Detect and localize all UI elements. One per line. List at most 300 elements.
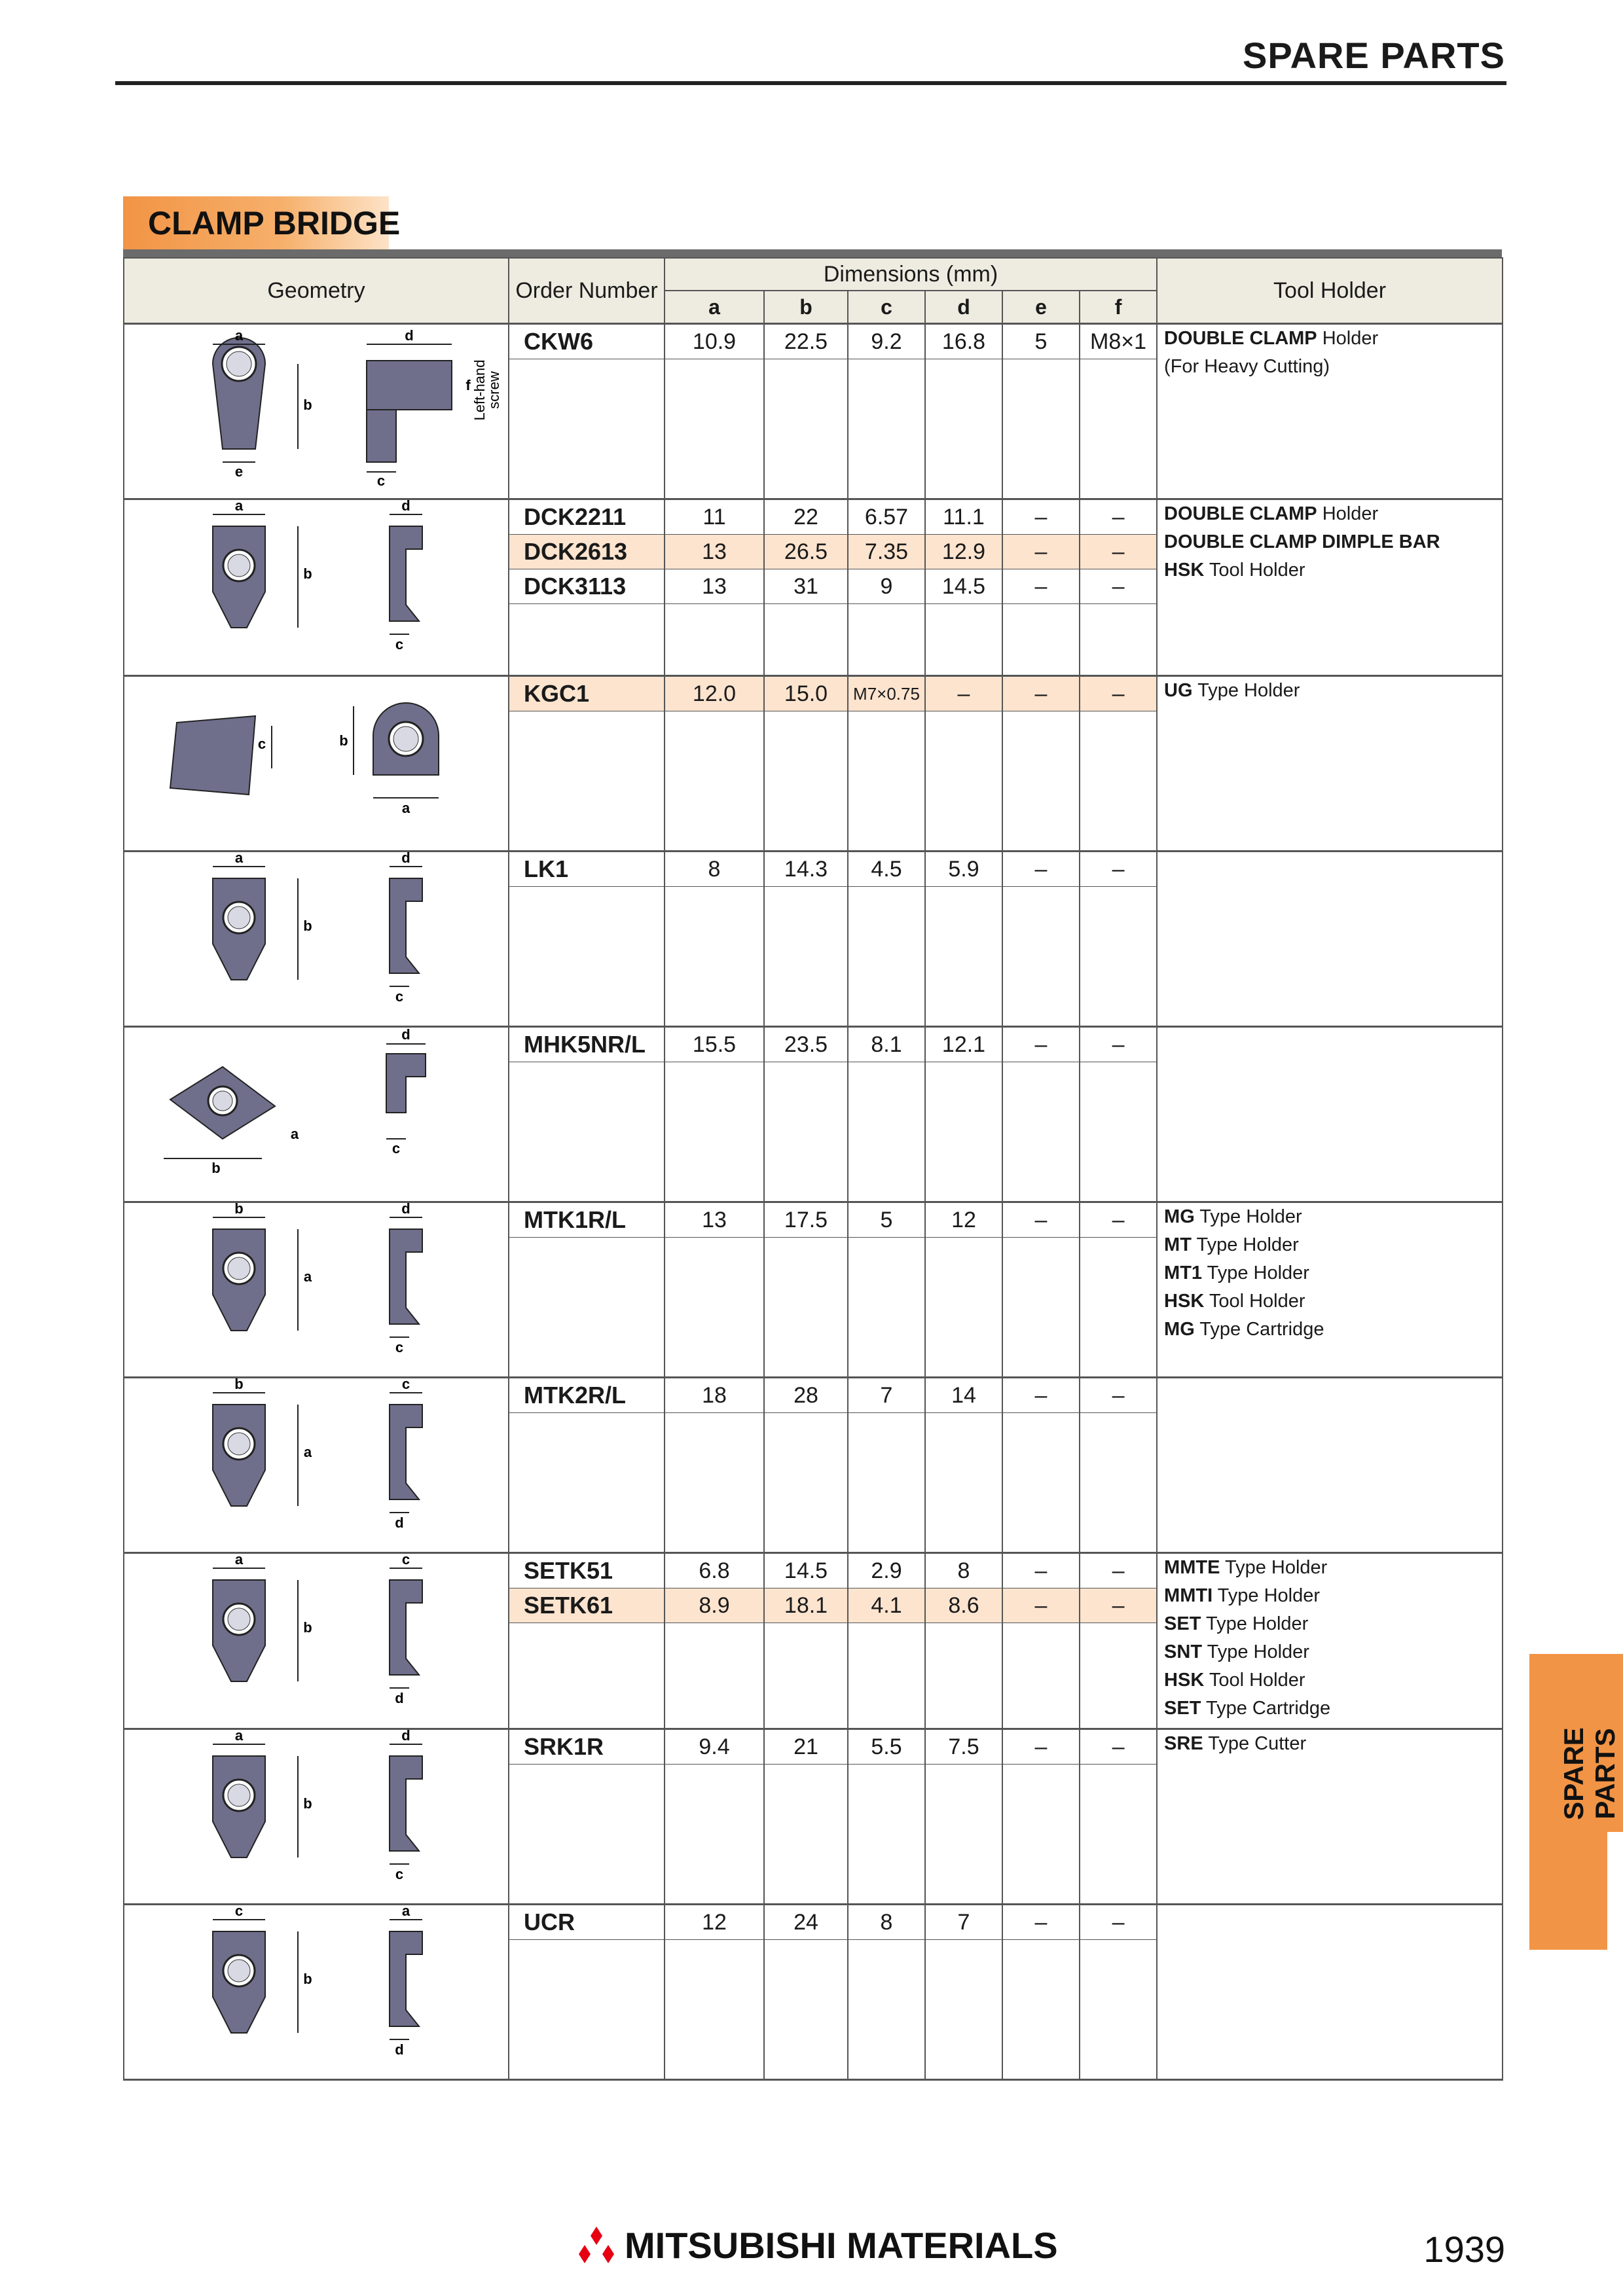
tool-holder-item: [1158, 1582, 1502, 1610]
dimension-f: –: [1080, 535, 1157, 569]
table-row: [124, 1027, 1503, 1062]
empty-cell: [1002, 1062, 1080, 1202]
empty-cell: [764, 1765, 848, 1905]
geometry-drawing: [124, 325, 507, 495]
empty-cell: [1080, 1765, 1157, 1905]
empty-cell: [848, 1940, 925, 2080]
dimension-b: 28: [764, 1378, 848, 1413]
dimension-f: –: [1080, 1588, 1157, 1623]
tool-holder-item: [1158, 1316, 1502, 1344]
empty-cell: [509, 1940, 665, 2080]
tool-holder-item: [1158, 1610, 1502, 1638]
dimension-b: 22: [764, 499, 848, 535]
dimension-c: 8: [848, 1905, 925, 1940]
tool-holder-text: Type Cartridge: [1201, 1698, 1331, 1719]
dimension-e: –: [1002, 676, 1080, 711]
tool-holder-type: DOUBLE CLAMP DIMPLE BAR: [1164, 531, 1440, 552]
tool-holder-type: HSK: [1164, 560, 1205, 581]
geometry-drawing: [124, 1203, 507, 1373]
geometry-cell: [124, 1905, 509, 2080]
tool-holder-item: [1158, 325, 1502, 353]
dimension-label: d: [401, 1203, 410, 1217]
dimension-label: d: [401, 1028, 410, 1043]
table-row: [124, 1378, 1503, 1413]
dimension-b: 17.5: [764, 1202, 848, 1238]
empty-cell: [665, 1940, 764, 2080]
dimension-d: 7.5: [925, 1729, 1002, 1765]
dimension-a: 13: [665, 535, 764, 569]
empty-cell: [848, 1765, 925, 1905]
dimension-b: 26.5: [764, 535, 848, 569]
order-number: MHK5NR/L: [509, 1027, 665, 1062]
tool-holder-item: [1158, 1231, 1502, 1259]
tool-holder-text: Type Cartridge: [1194, 1319, 1324, 1340]
section-title: CLAMP BRIDGE: [148, 205, 401, 242]
tool-holder-text: Holder: [1317, 328, 1379, 349]
dimension-label: c: [395, 636, 404, 653]
empty-cell: [764, 1940, 848, 2080]
dimension-label: a: [290, 1126, 299, 1142]
dimension-label: b: [211, 1160, 221, 1176]
dimension-a: 18: [665, 1378, 764, 1413]
dimension-f: –: [1080, 1905, 1157, 1940]
dimension-f: –: [1080, 1553, 1157, 1588]
section-rule: [123, 249, 1502, 257]
empty-cell: [848, 359, 925, 499]
geometry-drawing: [124, 1905, 507, 2075]
geometry-drawing: [124, 1378, 507, 1549]
dimension-label: c: [395, 1866, 404, 1882]
empty-cell: [925, 1940, 1002, 2080]
tool-holder-type: MMTI: [1164, 1585, 1213, 1606]
dimension-a: 6.8: [665, 1553, 764, 1588]
empty-cell: [764, 1238, 848, 1378]
tool-holder-item: [1158, 528, 1502, 556]
dimension-label: b: [303, 1971, 312, 1987]
side-tab-label: SPARE PARTS: [1558, 1727, 1620, 1820]
empty-cell: [665, 604, 764, 676]
empty-cell: [1002, 1623, 1080, 1729]
table-row: [124, 1553, 1503, 1588]
col-header-dimensions: Dimensions (mm): [665, 258, 1157, 291]
tool-holder-item: [1158, 556, 1502, 584]
dimension-a: 13: [665, 569, 764, 604]
empty-cell: [509, 1765, 665, 1905]
empty-cell: [1080, 1238, 1157, 1378]
left-hand-screw-label: Left-hand: [471, 359, 488, 421]
dimension-a: 13: [665, 1202, 764, 1238]
dimension-d: 14.5: [925, 569, 1002, 604]
tool-holder-text: Type Holder: [1202, 1263, 1309, 1283]
tool-holder-type: SNT: [1164, 1641, 1203, 1662]
order-number: DCK2211: [509, 499, 665, 535]
empty-cell: [1002, 359, 1080, 499]
dimension-label: c: [401, 1378, 410, 1392]
dimension-label: e: [234, 463, 244, 480]
dimension-label: a: [234, 852, 244, 866]
empty-cell: [848, 887, 925, 1027]
dimension-b: 14.3: [764, 852, 848, 887]
mitsubishi-diamonds-icon: [576, 2227, 617, 2263]
dimension-label: b: [303, 397, 312, 413]
tool-holder-type: SET: [1164, 1698, 1201, 1719]
dimension-label: a: [303, 1444, 312, 1460]
col-header-b: b: [764, 291, 848, 324]
dimension-d: 11.1: [925, 499, 1002, 535]
empty-cell: [509, 604, 665, 676]
order-number: LK1: [509, 852, 665, 887]
table-row: [124, 1729, 1503, 1765]
empty-cell: [665, 1062, 764, 1202]
geometry-cell: [124, 499, 509, 676]
geometry-drawing: [124, 1730, 507, 1900]
dimension-c: 4.1: [848, 1588, 925, 1623]
dimension-b: 15.0: [764, 676, 848, 711]
empty-cell: [1080, 1062, 1157, 1202]
dimension-a: 8.9: [665, 1588, 764, 1623]
geometry-cell: [124, 1553, 509, 1729]
empty-cell: [1002, 887, 1080, 1027]
clamp-bridge-table: [123, 257, 1503, 2081]
dimension-label: b: [234, 1203, 244, 1217]
empty-cell: [665, 359, 764, 499]
tool-holder-text: Type Holder: [1201, 1613, 1309, 1634]
empty-cell: [509, 887, 665, 1027]
header-rule: [115, 81, 1506, 85]
empty-cell: [848, 1413, 925, 1553]
page-header-title: SPARE PARTS: [1243, 35, 1505, 76]
dimension-label: c: [395, 988, 404, 1005]
dimension-label: d: [401, 1730, 410, 1744]
dimension-e: –: [1002, 1553, 1080, 1588]
dimension-d: 12.9: [925, 535, 1002, 569]
dimension-b: 18.1: [764, 1588, 848, 1623]
dimension-label: b: [303, 1795, 312, 1812]
tool-holder-type: MMTE: [1164, 1557, 1220, 1578]
footer-logo: [576, 2225, 1058, 2265]
empty-cell: [925, 711, 1002, 852]
dimension-c: M7×0.75: [848, 676, 925, 711]
empty-cell: [764, 1623, 848, 1729]
page-number: 1939: [1423, 2229, 1505, 2270]
tool-holder-text: Tool Holder: [1204, 560, 1305, 581]
empty-cell: [848, 604, 925, 676]
dimension-f: –: [1080, 499, 1157, 535]
tool-holder-type: SET: [1164, 1613, 1201, 1634]
dimension-label: b: [303, 1619, 312, 1636]
tool-holder-text: Tool Holder: [1204, 1670, 1305, 1691]
table-row: [124, 499, 1503, 535]
col-header-a: a: [665, 291, 764, 324]
tool-holder-type: MT1: [1164, 1263, 1203, 1283]
empty-cell: [1002, 1238, 1080, 1378]
dimension-e: –: [1002, 499, 1080, 535]
order-number: MTK1R/L: [509, 1202, 665, 1238]
dimension-label: c: [392, 1140, 401, 1157]
dimension-d: –: [925, 676, 1002, 711]
tool-holder-text: Type Cutter: [1203, 1733, 1307, 1754]
tool-holder-text: Type Holder: [1191, 1234, 1299, 1255]
empty-cell: [509, 1623, 665, 1729]
dimension-f: M8×1: [1080, 324, 1157, 359]
dimension-a: 12: [665, 1905, 764, 1940]
tool-holder-text: Type Holder: [1220, 1557, 1328, 1578]
empty-cell: [764, 604, 848, 676]
dimension-a: 11: [665, 499, 764, 535]
tool-holder-cell: [1157, 324, 1503, 499]
dimension-f: –: [1080, 1202, 1157, 1238]
table-row: [124, 1905, 1503, 1940]
tool-holder-cell: [1157, 1202, 1503, 1378]
empty-cell: [925, 1238, 1002, 1378]
col-header-c: c: [848, 291, 925, 324]
dimension-a: 12.0: [665, 676, 764, 711]
order-number: MTK2R/L: [509, 1378, 665, 1413]
dimension-a: 8: [665, 852, 764, 887]
empty-cell: [665, 711, 764, 852]
geometry-cell: [124, 852, 509, 1027]
empty-cell: [509, 1062, 665, 1202]
col-header-f: f: [1080, 291, 1157, 324]
dimension-d: 8: [925, 1553, 1002, 1588]
dimension-b: 22.5: [764, 324, 848, 359]
empty-cell: [509, 1238, 665, 1378]
tool-holder-type: MG: [1164, 1319, 1195, 1340]
tool-holder-cell: [1157, 852, 1503, 1027]
empty-cell: [665, 887, 764, 1027]
empty-cell: [1002, 711, 1080, 852]
empty-cell: [1002, 604, 1080, 676]
dimension-e: –: [1002, 1027, 1080, 1062]
dimension-label: c: [395, 1339, 404, 1355]
tool-holder-item: [1158, 1730, 1502, 1758]
tool-holder-cell: [1157, 1905, 1503, 2080]
dimension-label: d: [395, 1690, 404, 1706]
empty-cell: [925, 887, 1002, 1027]
dimension-label: a: [401, 800, 410, 816]
table-row: [124, 1202, 1503, 1238]
empty-cell: [925, 1765, 1002, 1905]
tool-holder-item: [1158, 1638, 1502, 1666]
dimension-d: 5.9: [925, 852, 1002, 887]
empty-cell: [1080, 359, 1157, 499]
side-tab-notch: [1607, 1832, 1623, 1950]
dimension-c: 5.5: [848, 1729, 925, 1765]
dimension-b: 24: [764, 1905, 848, 1940]
dimension-e: –: [1002, 1202, 1080, 1238]
dimension-label: b: [234, 1378, 244, 1392]
tool-holder-item: [1158, 1259, 1502, 1287]
empty-cell: [764, 887, 848, 1027]
table-row: [124, 324, 1503, 359]
dimension-b: 31: [764, 569, 848, 604]
dimension-c: 9.2: [848, 324, 925, 359]
tool-holder-cell: [1157, 499, 1503, 676]
order-number: SETK61: [509, 1588, 665, 1623]
order-number: SRK1R: [509, 1729, 665, 1765]
tool-holder-item: [1158, 1203, 1502, 1231]
dimension-e: –: [1002, 1588, 1080, 1623]
empty-cell: [848, 1623, 925, 1729]
empty-cell: [925, 1623, 1002, 1729]
dimension-label: a: [303, 1268, 312, 1285]
dimension-f: –: [1080, 569, 1157, 604]
dimension-c: 7: [848, 1378, 925, 1413]
empty-cell: [848, 1238, 925, 1378]
dimension-e: –: [1002, 1729, 1080, 1765]
tool-holder-item: [1158, 500, 1502, 528]
empty-cell: [764, 1413, 848, 1553]
empty-cell: [509, 711, 665, 852]
dimension-c: 5: [848, 1202, 925, 1238]
dimension-d: 16.8: [925, 324, 1002, 359]
dimension-e: 5: [1002, 324, 1080, 359]
dimension-label: d: [395, 1515, 404, 1531]
dimension-f: –: [1080, 676, 1157, 711]
tool-holder-cell: [1157, 1729, 1503, 1905]
dimension-d: 8.6: [925, 1588, 1002, 1623]
tool-holder-text: Type Holder: [1213, 1585, 1321, 1606]
empty-cell: [665, 1623, 764, 1729]
dimension-label: a: [401, 1905, 410, 1919]
tool-holder-cell: [1157, 1378, 1503, 1553]
tool-holder-type: DOUBLE CLAMP: [1164, 328, 1317, 349]
empty-cell: [925, 1413, 1002, 1553]
dimension-d: 7: [925, 1905, 1002, 1940]
dimension-label: c: [376, 473, 386, 489]
dimension-d: 12.1: [925, 1027, 1002, 1062]
empty-cell: [1002, 1940, 1080, 2080]
dimension-label: a: [234, 500, 244, 514]
tool-holder-text: (For Heavy Cutting): [1164, 356, 1330, 377]
empty-cell: [764, 1062, 848, 1202]
dimension-label: c: [234, 1905, 244, 1919]
col-header-geometry: Geometry: [124, 258, 509, 324]
empty-cell: [925, 359, 1002, 499]
dimension-label: b: [303, 565, 312, 582]
tool-holder-text: Type Holder: [1192, 680, 1300, 701]
dimension-f: –: [1080, 852, 1157, 887]
empty-cell: [1080, 711, 1157, 852]
empty-cell: [1002, 1765, 1080, 1905]
geometry-cell: [124, 1378, 509, 1553]
dimension-label: a: [234, 327, 244, 344]
empty-cell: [665, 1413, 764, 1553]
dimension-label: d: [395, 2041, 404, 2058]
tool-holder-type: SRE: [1164, 1733, 1203, 1754]
empty-cell: [665, 1765, 764, 1905]
tool-holder-text: Type Holder: [1202, 1641, 1309, 1662]
table-row: [124, 676, 1503, 711]
dimension-label: c: [257, 736, 266, 752]
dimension-label: f: [465, 377, 471, 393]
tool-holder-text: Type Holder: [1194, 1206, 1302, 1227]
tool-holder-text: Holder: [1317, 503, 1379, 524]
order-number: DCK3113: [509, 569, 665, 604]
dimension-a: 10.9: [665, 324, 764, 359]
dimension-f: –: [1080, 1027, 1157, 1062]
empty-cell: [1080, 887, 1157, 1027]
tool-holder-item: [1158, 353, 1502, 381]
dimension-c: 4.5: [848, 852, 925, 887]
table-row: [124, 852, 1503, 887]
geometry-cell: [124, 324, 509, 499]
dimension-c: 2.9: [848, 1553, 925, 1588]
empty-cell: [509, 359, 665, 499]
col-header-order-number: Order Number: [509, 258, 665, 324]
dimension-d: 14: [925, 1378, 1002, 1413]
tool-holder-type: MG: [1164, 1206, 1195, 1227]
dimension-b: 23.5: [764, 1027, 848, 1062]
tool-holder-cell: [1157, 1027, 1503, 1202]
dimension-e: –: [1002, 1378, 1080, 1413]
geometry-drawing: [124, 852, 507, 1022]
geometry-cell: [124, 1027, 509, 1202]
empty-cell: [925, 1062, 1002, 1202]
empty-cell: [848, 711, 925, 852]
empty-cell: [1080, 1623, 1157, 1729]
tool-holder-type: DOUBLE CLAMP: [1164, 503, 1317, 524]
dimension-e: –: [1002, 1905, 1080, 1940]
empty-cell: [1080, 1940, 1157, 2080]
dimension-d: 12: [925, 1202, 1002, 1238]
dimension-e: –: [1002, 852, 1080, 887]
geometry-drawing: [124, 500, 507, 670]
dimension-label: b: [303, 918, 312, 934]
dimension-f: –: [1080, 1729, 1157, 1765]
dimension-b: 21: [764, 1729, 848, 1765]
tool-holder-item: [1158, 1287, 1502, 1316]
empty-cell: [764, 359, 848, 499]
col-header-d: d: [925, 291, 1002, 324]
dimension-label: d: [401, 500, 410, 514]
dimension-e: –: [1002, 535, 1080, 569]
order-number: KGC1: [509, 676, 665, 711]
tool-holder-type: UG: [1164, 680, 1193, 701]
tool-holder-type: MT: [1164, 1234, 1192, 1255]
dimension-label: a: [234, 1554, 244, 1568]
dimension-label: d: [405, 327, 414, 344]
tool-holder-cell: [1157, 1553, 1503, 1729]
tool-holder-cell: [1157, 676, 1503, 852]
empty-cell: [1080, 1413, 1157, 1553]
order-number: SETK51: [509, 1553, 665, 1588]
dimension-label: b: [339, 732, 348, 749]
dimension-b: 14.5: [764, 1553, 848, 1588]
dimension-f: –: [1080, 1378, 1157, 1413]
geometry-cell: [124, 1202, 509, 1378]
geometry-drawing: [124, 1554, 507, 1724]
col-header-e: e: [1002, 291, 1080, 324]
geometry-cell: [124, 676, 509, 852]
order-number: DCK2613: [509, 535, 665, 569]
geometry-drawing: [124, 1028, 507, 1198]
tool-holder-text: Tool Holder: [1204, 1291, 1305, 1312]
col-header-tool-holder: Tool Holder: [1157, 258, 1503, 324]
tool-holder-item: [1158, 677, 1502, 705]
geometry-drawing: [124, 677, 507, 847]
empty-cell: [764, 711, 848, 852]
order-number: CKW6: [509, 324, 665, 359]
dimension-label: a: [234, 1730, 244, 1744]
dimension-label: c: [401, 1554, 410, 1568]
empty-cell: [848, 1062, 925, 1202]
tool-holder-type: HSK: [1164, 1291, 1205, 1312]
empty-cell: [509, 1413, 665, 1553]
left-hand-screw-label: screw: [486, 371, 502, 409]
geometry-cell: [124, 1729, 509, 1905]
dimension-a: 15.5: [665, 1027, 764, 1062]
